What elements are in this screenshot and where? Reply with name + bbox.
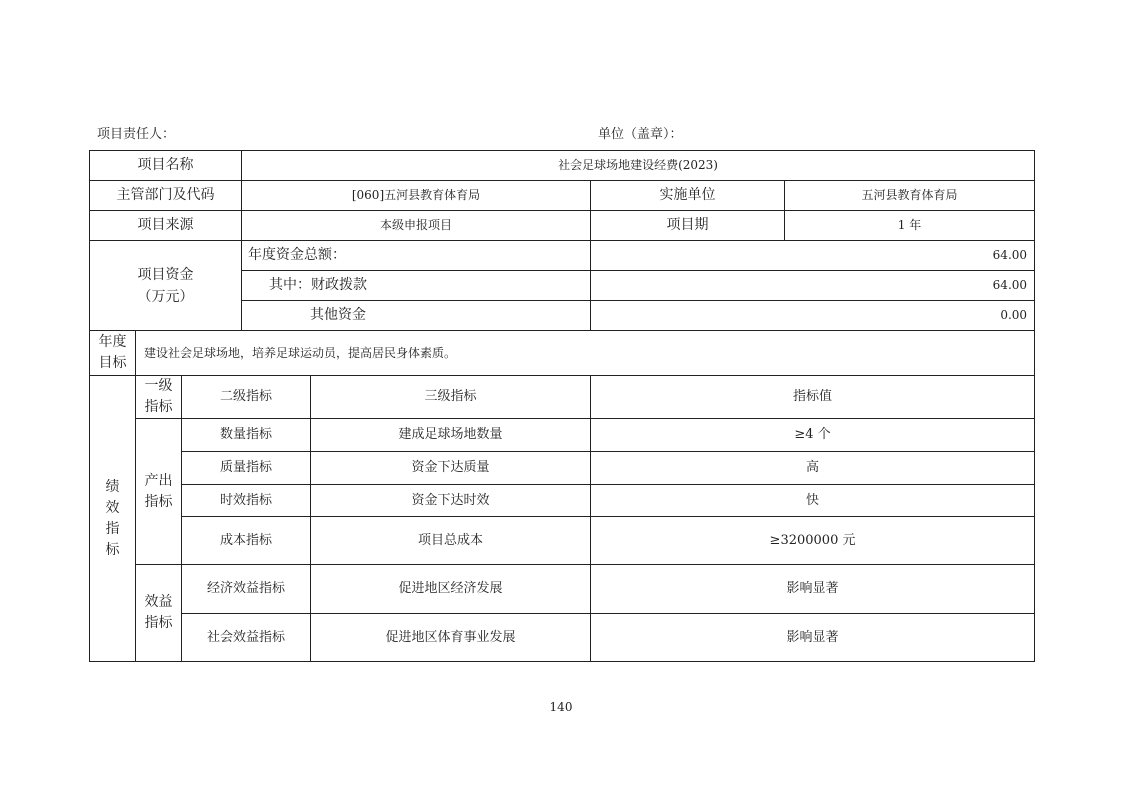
funds-fiscal-label: 其中：财政拨款 xyxy=(242,271,591,301)
implementing-unit-label: 实施单位 xyxy=(591,181,785,211)
funds-other-label: 其他资金 xyxy=(242,301,591,331)
level1-header-cell xyxy=(136,376,182,419)
annual-goal-row xyxy=(90,331,1035,376)
project-performance-table xyxy=(89,150,1035,662)
indicator-value-header: 指标值 xyxy=(591,376,1035,419)
project-source-row xyxy=(90,211,1035,241)
performance-label: 绩效指标 xyxy=(105,478,120,558)
indicator-value-cell: ≥3200000 元 xyxy=(591,517,1035,565)
department-row xyxy=(90,181,1035,211)
table-row xyxy=(90,419,1035,452)
funds-label: 项目资金 xyxy=(137,266,194,283)
indicator-value-cell: 高 xyxy=(591,452,1035,485)
indicator-value-cell: 影响显著 xyxy=(591,614,1035,662)
level2-cell: 数量指标 xyxy=(182,419,311,452)
level3-header: 三级指标 xyxy=(311,376,591,419)
project-name-row xyxy=(90,151,1035,181)
project-name-value: 社会足球场地建设经费(2023) xyxy=(242,151,1035,181)
project-period-label: 项目期 xyxy=(591,211,785,241)
department-value: [060]五河县教育体育局 xyxy=(242,181,591,211)
benefit-indicator-label: 效益指标 xyxy=(144,594,173,631)
funds-other-value: 0.00 xyxy=(591,301,1035,331)
annual-goal-label-cell xyxy=(90,331,136,376)
level3-cell: 建成足球场地数量 xyxy=(311,419,591,452)
project-source-label: 项目来源 xyxy=(90,211,242,241)
funds-unit: （万元） xyxy=(137,288,194,305)
implementing-unit-value: 五河县教育体育局 xyxy=(785,181,1035,211)
level2-cell: 社会效益指标 xyxy=(182,614,311,662)
level2-header: 二级指标 xyxy=(182,376,311,419)
table-row xyxy=(90,485,1035,517)
level1-header: 一级指标 xyxy=(144,378,173,415)
project-source-value: 本级申报项目 xyxy=(242,211,591,241)
performance-label-cell xyxy=(90,376,136,662)
level3-cell: 项目总成本 xyxy=(311,517,591,565)
funds-label-cell xyxy=(90,241,242,331)
level3-cell: 资金下达时效 xyxy=(311,485,591,517)
level2-cell: 时效指标 xyxy=(182,485,311,517)
table-row xyxy=(90,614,1035,662)
level2-cell: 成本指标 xyxy=(182,517,311,565)
unit-seal-label: 单位（盖章）： xyxy=(598,127,683,142)
page-number: 140 xyxy=(549,700,573,714)
table-row xyxy=(90,452,1035,485)
level3-cell: 促进地区体育事业发展 xyxy=(311,614,591,662)
project-name-label: 项目名称 xyxy=(90,151,242,181)
funds-fiscal-value: 64.00 xyxy=(591,271,1035,301)
output-indicator-cell xyxy=(136,419,182,565)
funds-total-value: 64.00 xyxy=(591,241,1035,271)
funds-total-row xyxy=(90,241,1035,271)
indicator-value-cell: 影响显著 xyxy=(591,565,1035,614)
department-label: 主管部门及代码 xyxy=(90,181,242,211)
benefit-indicator-cell xyxy=(136,565,182,662)
performance-header-row xyxy=(90,376,1035,419)
level2-cell: 经济效益指标 xyxy=(182,565,311,614)
output-indicator-label: 产出指标 xyxy=(144,472,173,510)
level3-cell: 资金下达质量 xyxy=(311,452,591,485)
indicator-value-cell: 快 xyxy=(591,485,1035,517)
table-row xyxy=(90,565,1035,614)
level3-cell: 促进地区经济发展 xyxy=(311,565,591,614)
indicator-value-cell: ≥4 个 xyxy=(591,419,1035,452)
responsible-person-label: 项目责任人： xyxy=(97,127,176,142)
table-row xyxy=(90,517,1035,565)
annual-goal-label: 年度目标 xyxy=(98,334,127,371)
annual-goal-text: 建设社会足球场地，培养足球运动员，提高居民身体素质。 xyxy=(136,331,1035,376)
project-period-value: 1 年 xyxy=(785,211,1035,241)
funds-total-label: 年度资金总额： xyxy=(242,241,591,271)
level2-cell: 质量指标 xyxy=(182,452,311,485)
